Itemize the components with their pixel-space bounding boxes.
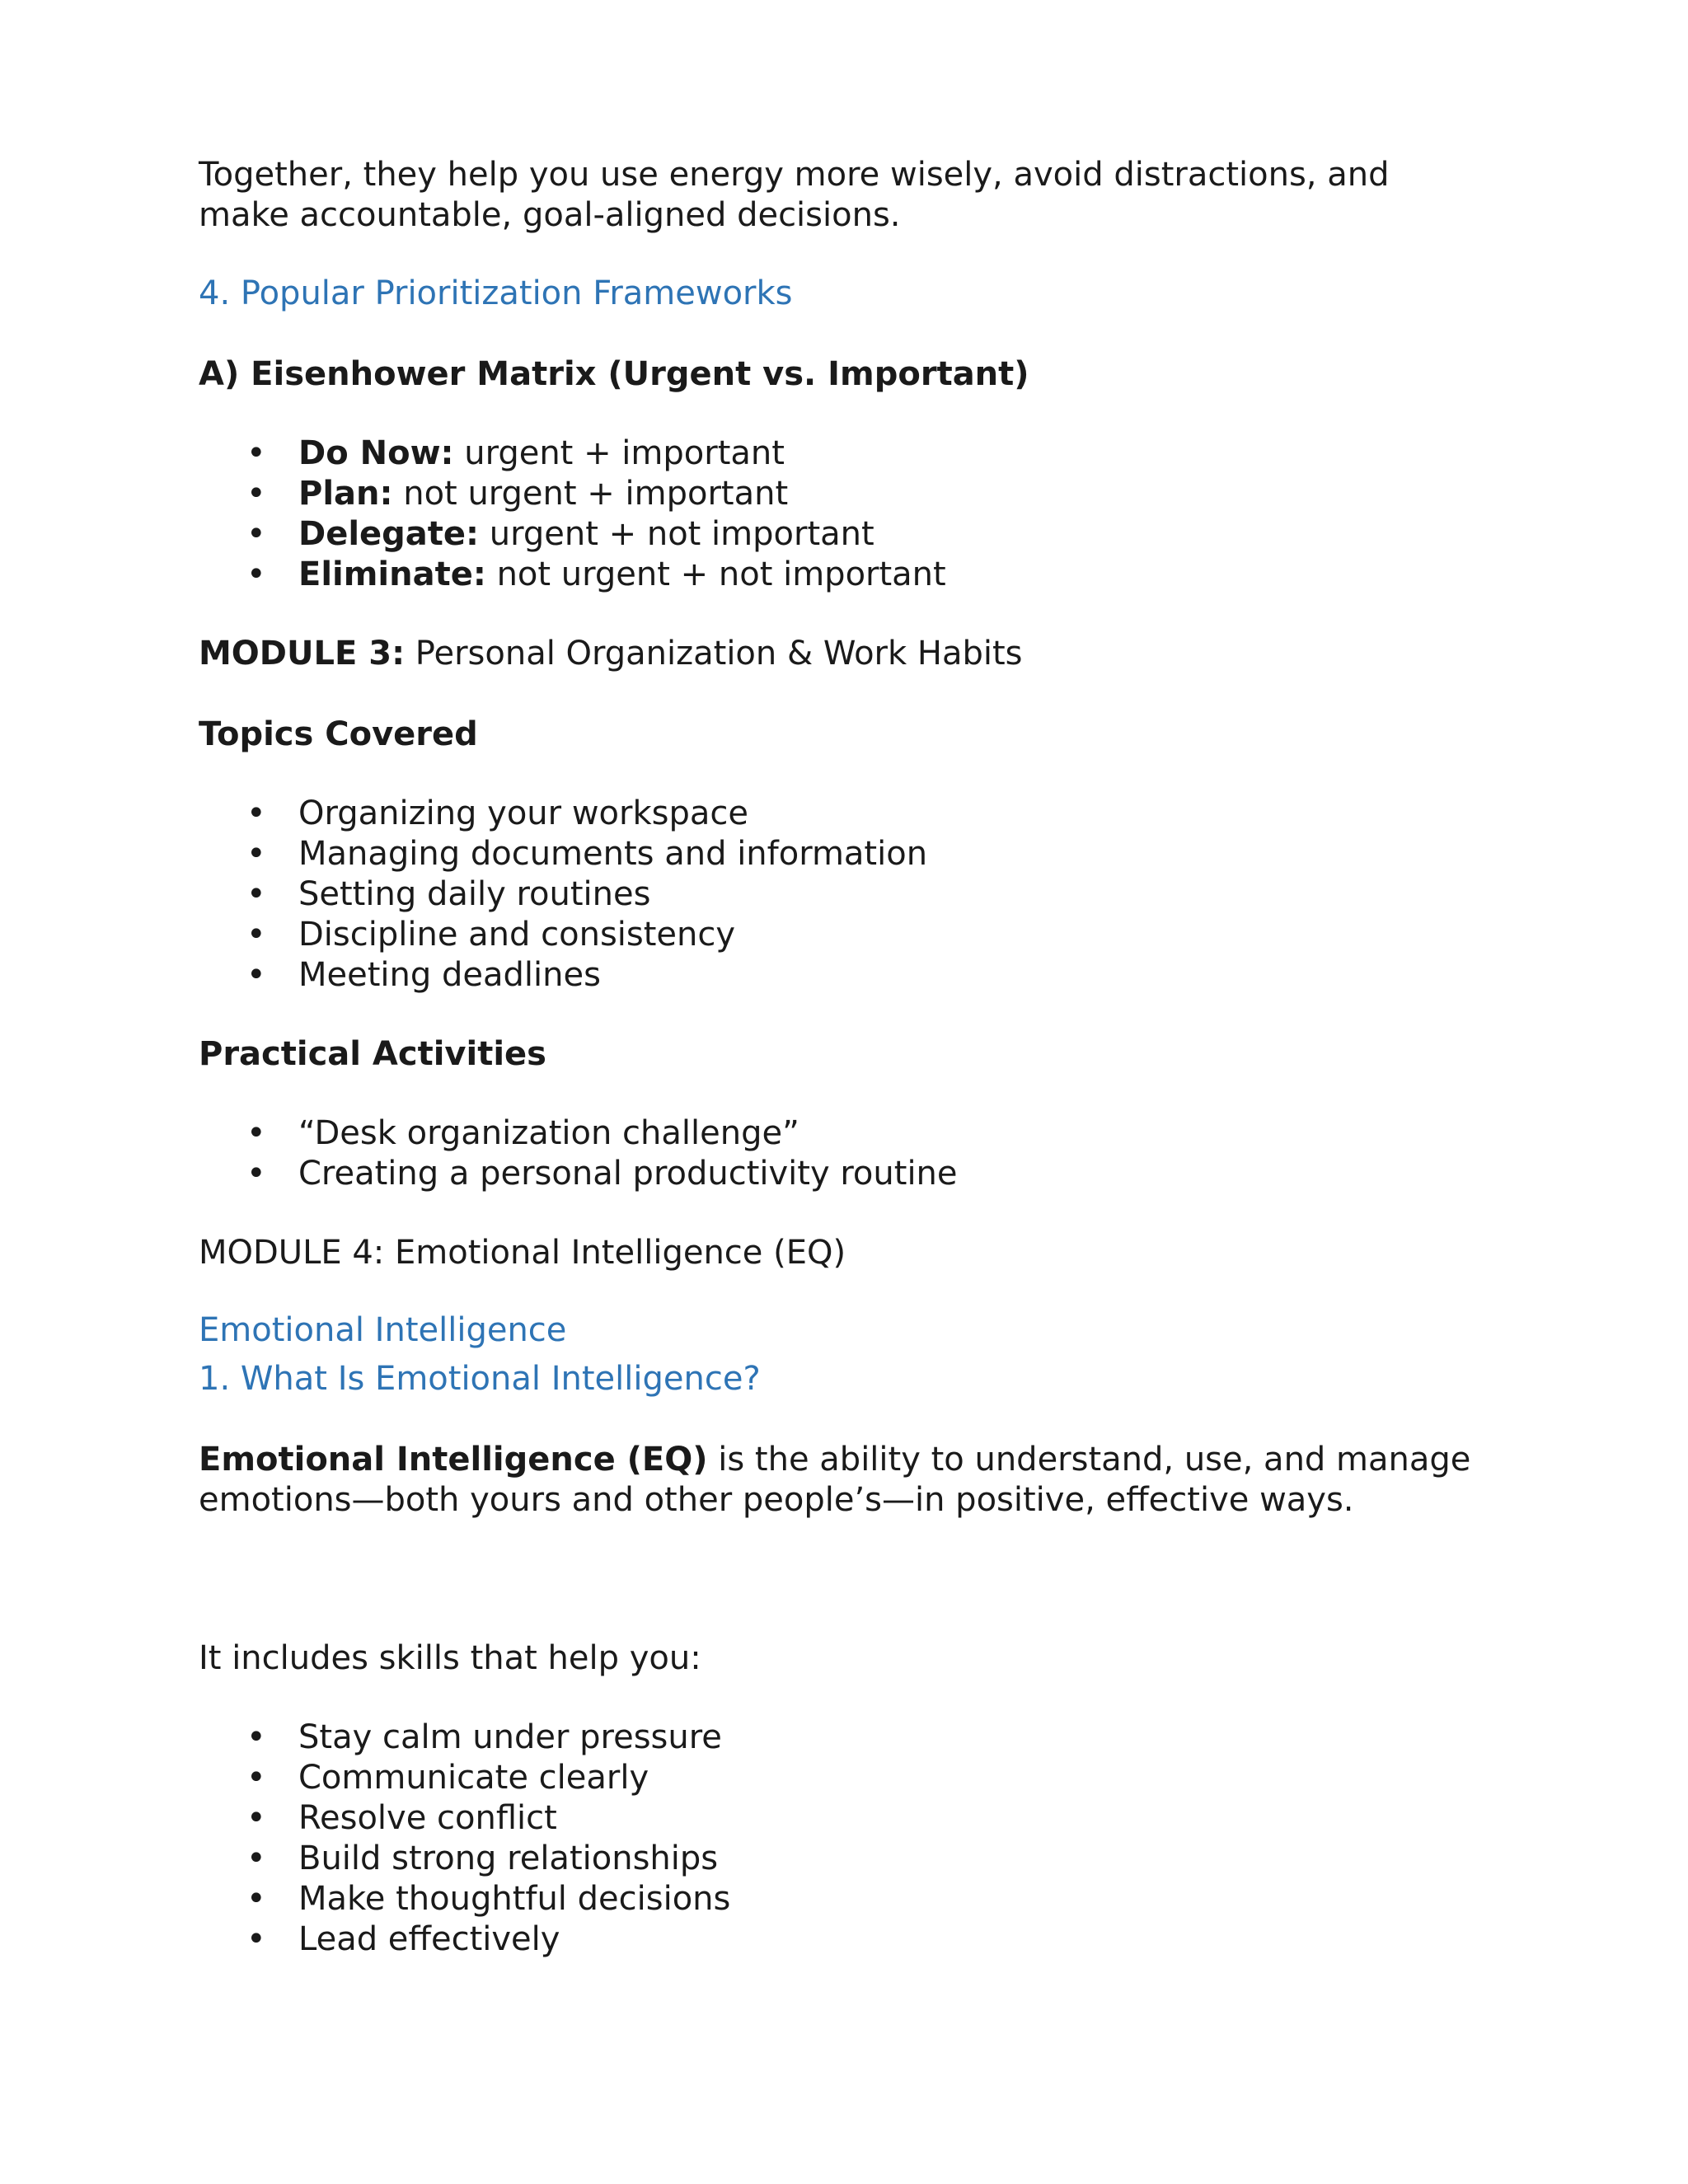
item-text: Build strong relationships [298,1840,719,1877]
bullet-icon: • [246,1880,266,1918]
item-text: Lead effectively [298,1920,560,1958]
section-heading-frameworks: 4. Popular Prioritization Frameworks [199,274,793,312]
bullet-icon: • [246,794,266,832]
bullet-icon: • [246,1114,266,1152]
list-item [199,555,1484,595]
item-text: Make thoughtful decisions [298,1880,731,1918]
activities-list [199,1113,1484,1194]
item-text: Managing documents and information [298,835,928,873]
module4-title: MODULE 4: Emotional Intelligence (EQ) [199,1234,846,1272]
item-label: Eliminate: [298,555,486,593]
eq-definition-text: is the ability to understand, use, and manage emotions—both yours and other people’s—in positive, effective ways. [199,1441,1482,1519]
list-item [199,874,1484,915]
item-text: urgent + not important [479,515,874,553]
eisenhower-subheading: A) Eisenhower Matrix (Urgent vs. Important) [199,355,1029,393]
item-text: Discipline and consistency [298,916,736,954]
list-item [199,514,1484,555]
bullet-icon: • [246,1840,266,1877]
intro-paragraph: Together, they help you use energy more wisely, avoid distractions, and make accountable, goal-aligned decisions. [199,156,1400,234]
list-item [199,474,1484,514]
activities-heading: Practical Activities [199,1035,546,1073]
item-text: not urgent + not important [485,555,946,593]
bullet-icon: • [246,956,266,994]
list-item [199,915,1484,955]
topics-heading: Topics Covered [199,715,478,753]
list-item [199,794,1484,834]
item-text: Resolve conflict [298,1799,557,1837]
item-text: urgent + important [453,434,785,472]
list-item [199,1879,1484,1919]
item-text: Meeting deadlines [298,956,601,994]
list-item [199,1154,1484,1194]
item-text: Creating a personal productivity routine [298,1155,958,1193]
module3-label: MODULE 3: [199,635,406,673]
module3-title-text: Personal Organization & Work Habits [405,635,1023,673]
item-label: Do Now: [298,434,454,472]
eq-definition [199,1440,1484,1521]
bullet-icon: • [246,916,266,954]
item-label: Plan: [298,475,393,513]
document-page [199,155,1484,1960]
list-item [199,1113,1484,1154]
list-item [199,955,1484,996]
bullet-icon: • [246,875,266,913]
bullet-icon: • [246,475,266,513]
skills-list [199,1718,1484,1960]
skills-intro: It includes skills that help you: [199,1639,701,1677]
module3-title [199,634,1484,674]
item-text: “Desk organization challenge” [298,1114,799,1152]
topics-list [199,794,1484,996]
bullet-icon: • [246,1799,266,1837]
list-item [199,834,1484,874]
item-text: Communicate clearly [298,1759,649,1797]
item-text: Organizing your workspace [298,794,748,832]
bullet-icon: • [246,555,266,593]
eq-heading: Emotional Intelligence [199,1311,567,1349]
item-text: not urgent + important [392,475,789,513]
eq-subheading: 1. What Is Emotional Intelligence? [199,1360,761,1398]
bullet-icon: • [246,835,266,873]
list-item [199,1718,1484,1758]
list-item [199,1839,1484,1879]
bullet-icon: • [246,1718,266,1756]
item-text: Stay calm under pressure [298,1718,722,1756]
bullet-icon: • [246,515,266,553]
list-item [199,1758,1484,1798]
bullet-icon: • [246,434,266,472]
list-item [199,1919,1484,1960]
eisenhower-list [199,434,1484,595]
item-text: Setting daily routines [298,875,651,913]
eq-definition-term: Emotional Intelligence (EQ) [199,1441,708,1479]
bullet-icon: • [246,1155,266,1193]
list-item [199,434,1484,474]
item-label: Delegate: [298,515,480,553]
bullet-icon: • [246,1920,266,1958]
list-item [199,1798,1484,1839]
bullet-icon: • [246,1759,266,1797]
